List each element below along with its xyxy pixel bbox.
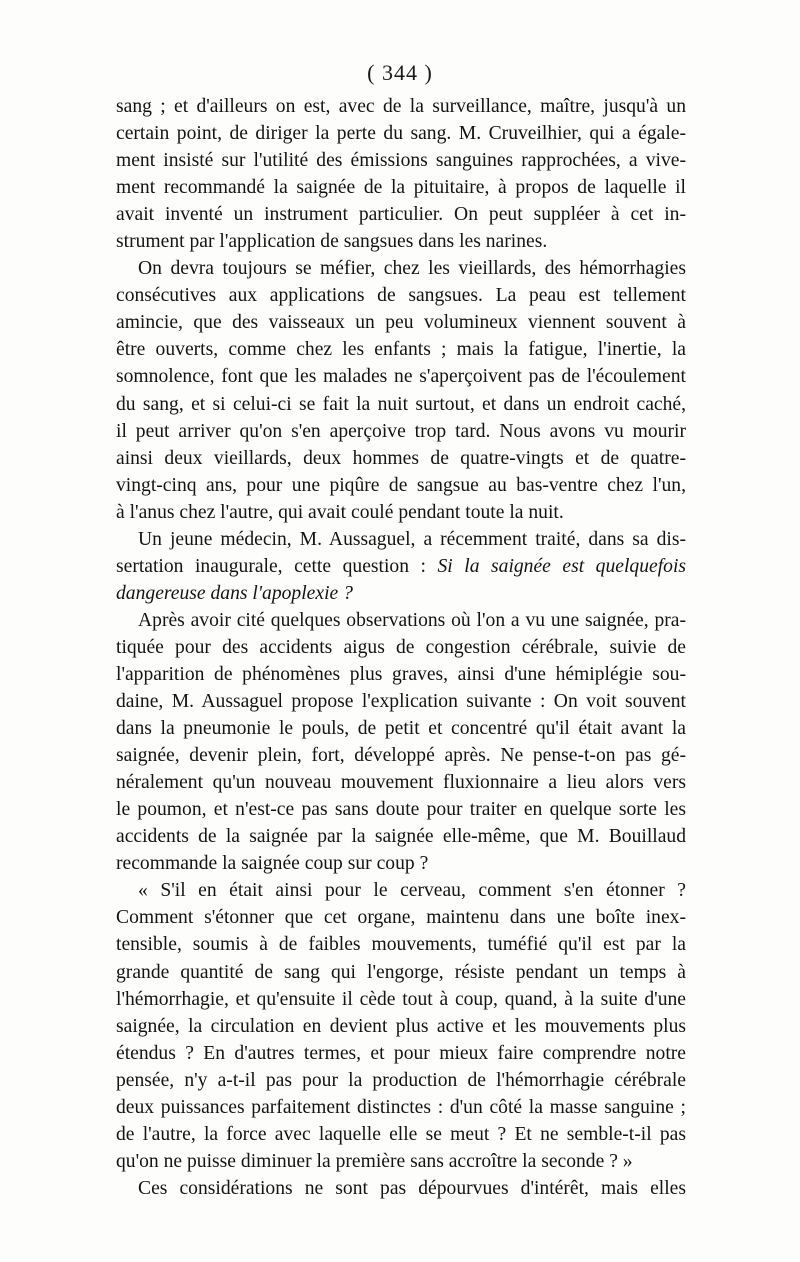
text-line: amincie, que des vaisseaux un peu volumineux viennent souvent à xyxy=(116,312,686,334)
text-line: consécutives aux applications de sangsues. La peau est tellement xyxy=(116,285,686,307)
text-line: ment insisté sur l'utilité des émissions sanguines rapprochées, a vive- xyxy=(116,150,686,172)
page-number: ( 344 ) xyxy=(367,60,433,85)
text-line: Après avoir cité quelques observations où l'on a vu une saignée, pra- xyxy=(138,609,686,631)
italic-question: Si la saignée est quelquefois xyxy=(437,555,687,577)
text-line: On devra toujours se méfier, chez les vieillards, des hémorrhagies xyxy=(138,258,686,280)
text-line: à l'anus chez l'autre, qui avait coulé pendant toute la nuit. xyxy=(116,501,564,523)
text-line: de l'autre, la force avec laquelle elle se meut ? Et ne semble-t-il pas xyxy=(116,1123,686,1145)
text-line: le poumon, et n'est-ce pas sans doute pour traiter en quelque sorte les xyxy=(116,799,686,821)
text-line: « S'il en était ainsi pour le cerveau, comment s'en étonner ? xyxy=(138,880,686,902)
text-line: tensible, soumis à de faibles mouvements, tuméfié qu'il est par la xyxy=(116,934,686,956)
text-line: strument par l'application de sangsues dans les narines. xyxy=(116,231,548,253)
paragraph-1 xyxy=(116,93,686,255)
text-line: dans la pneumonie le pouls, de petit et concentré qu'il était avant la xyxy=(116,718,686,740)
text-line: ment recommandé la saignée de la pituitaire, à propos de laquelle il xyxy=(116,177,686,199)
text-line: pensée, n'y a-t-il pas pour la production de l'hémorrhagie cérébrale xyxy=(116,1069,686,1091)
text-line: certain point, de diriger la perte du sang. M. Cruveilhier, qui a égale- xyxy=(116,123,686,145)
text-line: grande quantité de sang qui l'engorge, résiste pendant un temps à xyxy=(116,961,686,983)
text-line: néralement qu'un nouveau mouvement fluxionnaire a lieu alors vers xyxy=(116,772,686,794)
paragraph-4 xyxy=(116,607,686,877)
text-line: Comment s'étonner que cet organe, maintenu dans une boîte inex- xyxy=(116,907,686,929)
text-line: qu'on ne puisse diminuer la première sans accroître la seconde ? » xyxy=(116,1150,633,1172)
text-line: sang ; et d'ailleurs on est, avec de la surveillance, maître, jusqu'à un xyxy=(116,96,686,117)
text-line-mixed xyxy=(116,553,686,580)
italic-question: dangereuse dans l'apoplexie ? xyxy=(116,582,353,604)
text-line: daine, M. Aussaguel propose l'explication suivante : On voit souvent xyxy=(116,691,686,713)
text-line: recommande la saignée coup sur coup ? xyxy=(116,853,429,875)
text-line: saignée, devenir plein, fort, développé après. Ne pense-t-on pas gé- xyxy=(116,745,686,767)
paragraph-3 xyxy=(116,526,686,607)
text-line xyxy=(116,580,686,607)
text-line: ainsi deux vieillards, deux hommes de quatre-vingts et de quatre- xyxy=(116,447,686,469)
body-text xyxy=(116,93,686,1202)
text-line: vingt-cinq ans, pour une piqûre de sangsue au bas-ventre chez l'un, xyxy=(116,474,686,496)
text-line: être ouverts, comme chez les enfants ; mais la fatigue, l'inertie, la xyxy=(116,339,686,361)
text-line: l'apparition de phénomènes plus graves, ainsi d'une hémiplégie sou- xyxy=(116,663,686,685)
text-segment: sertation inaugurale, cette question : xyxy=(116,555,426,577)
paragraph-6 xyxy=(116,1175,686,1202)
text-line: Un jeune médecin, M. Aussaguel, a récemment traité, dans sa dis- xyxy=(138,528,686,550)
text-line: saignée, la circulation en devient plus active et les mouvements plus xyxy=(116,1015,686,1037)
text-line: tiquée pour des accidents aigus de congestion cérébrale, suivie de xyxy=(116,636,686,658)
text-line: somnolence, font que les malades ne s'aperçoivent pas de l'écoulement xyxy=(116,366,686,388)
text-line: étendus ? En d'autres termes, et pour mieux faire comprendre notre xyxy=(116,1042,686,1064)
text-line: deux puissances parfaitement distinctes : d'un côté la masse sanguine ; xyxy=(116,1096,686,1118)
text-line: avait inventé un instrument particulier. On peut suppléer à cet in- xyxy=(116,204,686,226)
text-line: accidents de la saignée par la saignée elle-même, que M. Bouillaud xyxy=(116,826,686,848)
text-line: Ces considérations ne sont pas dépourvues d'intérêt, mais elles xyxy=(138,1177,686,1199)
paragraph-2 xyxy=(116,255,686,525)
text-line: il peut arriver qu'on s'en aperçoive trop tard. Nous avons vu mourir xyxy=(116,420,686,442)
paragraph-5 xyxy=(116,877,686,1175)
text-line: du sang, et si celui-ci se fait la nuit surtout, et dans un endroit caché, xyxy=(116,393,686,415)
text-line: l'hémorrhagie, et qu'ensuite il cède tout à coup, quand, à la suite d'une xyxy=(116,988,686,1010)
